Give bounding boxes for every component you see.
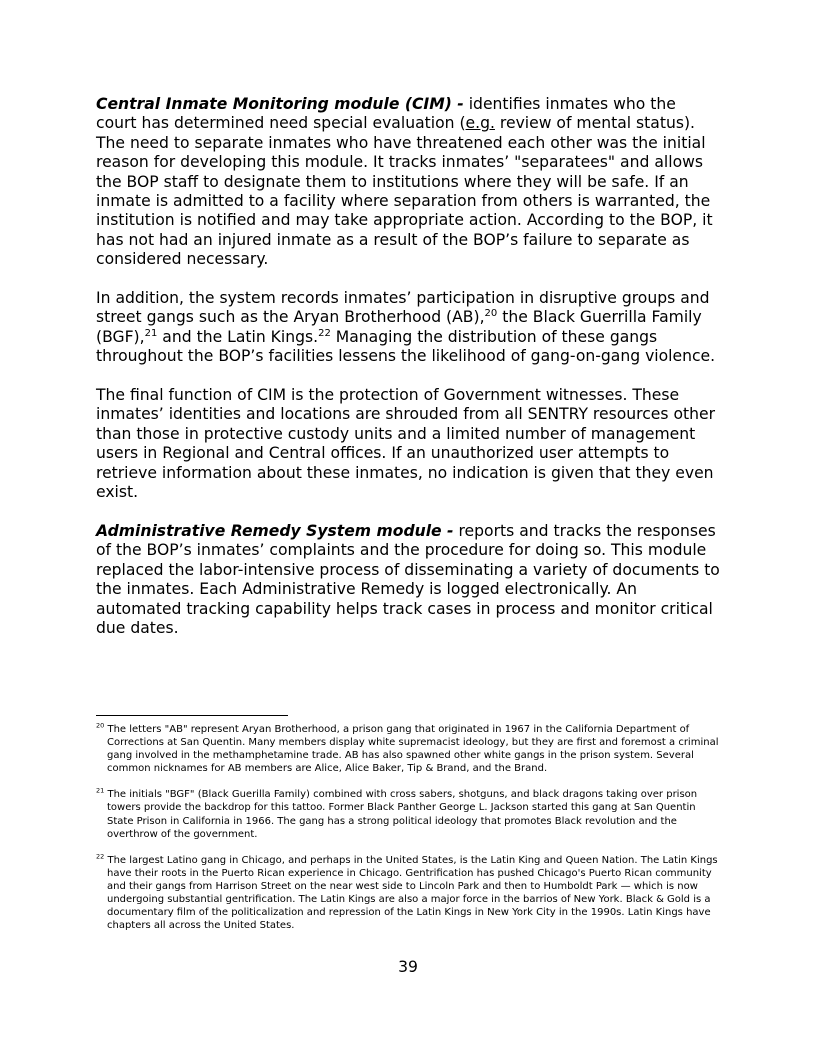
gangs-text-c: and the Latin Kings. [157, 327, 319, 346]
footnote-ref-20[interactable]: 20 [484, 308, 498, 320]
footnote-21 [96, 788, 720, 840]
eg-abbrev: e.g. [465, 114, 495, 133]
footnote-number: 22 [96, 852, 105, 861]
heading-admin-remedy: Administrative Remedy System module - [96, 521, 454, 540]
footnote-22 [96, 854, 720, 933]
footnotes [96, 723, 720, 945]
paragraph-cim [96, 95, 720, 270]
footnote-20 [96, 723, 720, 775]
footnote-text: The initials "BGF" (Black Guerilla Family) combined with cross sabers, shotguns, and black dragons taking over prison towers provide the backdrop for this tattoo. Former Black Panther George L. Jackson started this gang at San Quentin State Prison in California in 1966. The gang has a strong political ideology that promotes Black revolution and the overthrow of the government. [104, 789, 698, 840]
footnote-number: 21 [96, 787, 105, 796]
footnote-ref-21[interactable]: 21 [144, 327, 158, 339]
cim-text-a: identifies inmates who the court has determined need special evaluation ( [96, 95, 676, 133]
gangs-text-d: Managing the distribution of these gangs throughout the BOP’s facilities lessens the likelihood of gang-on-gang violence. [96, 327, 716, 366]
footnote-ref-22[interactable]: 22 [318, 327, 331, 339]
footnote-divider [96, 715, 288, 716]
page-number: 39 [398, 958, 418, 976]
admin-remedy-text: reports and tracks the responses of the BOP’s inmates’ complaints and the procedure for doing so. This module replaced the labor-intensive process of disseminating a variety of documents to the inmates. Each Administrative Remedy is logged electronically. An automated tracking capability helps track cases in process and monitor critical due dates. [96, 521, 720, 637]
footnote-text: The letters "AB" represent Aryan Brotherhood, a prison gang that originated in 1967 in the California Department of Corrections at San Quentin. Many members display white supremacist ideology, but they are first and foremost a criminal gang involved in the methamphetamine trade. AB has also spawned other white gangs in the prison system. Several common nicknames for AB members are Alice, Alice Baker, Tip & Brand, and the Brand. [104, 724, 719, 775]
paragraph-witnesses: The final function of CIM is the protection of Government witnesses. These inmates’ identities and locations are shrouded from all SENTRY resources other than those in protective custody units and a limited number of management users in Regional and Central offices. If an unauthorized user attempts to retrieve information about these inmates, no indication is given that they even exist. [96, 386, 716, 502]
page-body [96, 95, 720, 658]
gangs-text-b: the Black Guerrilla Family (BGF), [96, 308, 702, 346]
paragraph-admin-remedy [96, 522, 720, 638]
footnote-number: 20 [96, 721, 105, 730]
paragraph-gangs [96, 289, 720, 367]
cim-text-b: review of mental status). The need to separate inmates who have threatened each other was the initial reason for developing this module. It tracks inmates’ "separatees" and allows the BOP staff to designate them to institutions where they will be safe. If an inmate is admitted to a facility where separation from others is warranted, the institution is notified and may take appropriate action. According to the BOP, it has not had an injured inmate as a result of the BOP’s failure to separate as considered necessary. [96, 114, 713, 269]
heading-cim: Central Inmate Monitoring module (CIM) - [96, 95, 464, 113]
gangs-text-a: In addition, the system records inmates’ participation in disruptive groups and street gangs such as the Aryan Brotherhood (AB), [96, 289, 710, 327]
footnote-text: The largest Latino gang in Chicago, and perhaps in the United States, is the Latin King and Queen Nation. The Latin Kings have their roots in the Puerto Rican experience in Chicago. Gentrification has pushed Chicago's Puerto Rican community and their gangs from Harrison Street on the near west side to Lincoln Park and then to Humboldt Park — which is now undergoing substantial gentrification. The Latin Kings are also a major force in the barrios of New York. Black & Gold is a documentary film of the politicalization and repression of the Latin Kings in New York City in the 1990s. Latin Kings have chapters all across the United States. [104, 854, 718, 932]
